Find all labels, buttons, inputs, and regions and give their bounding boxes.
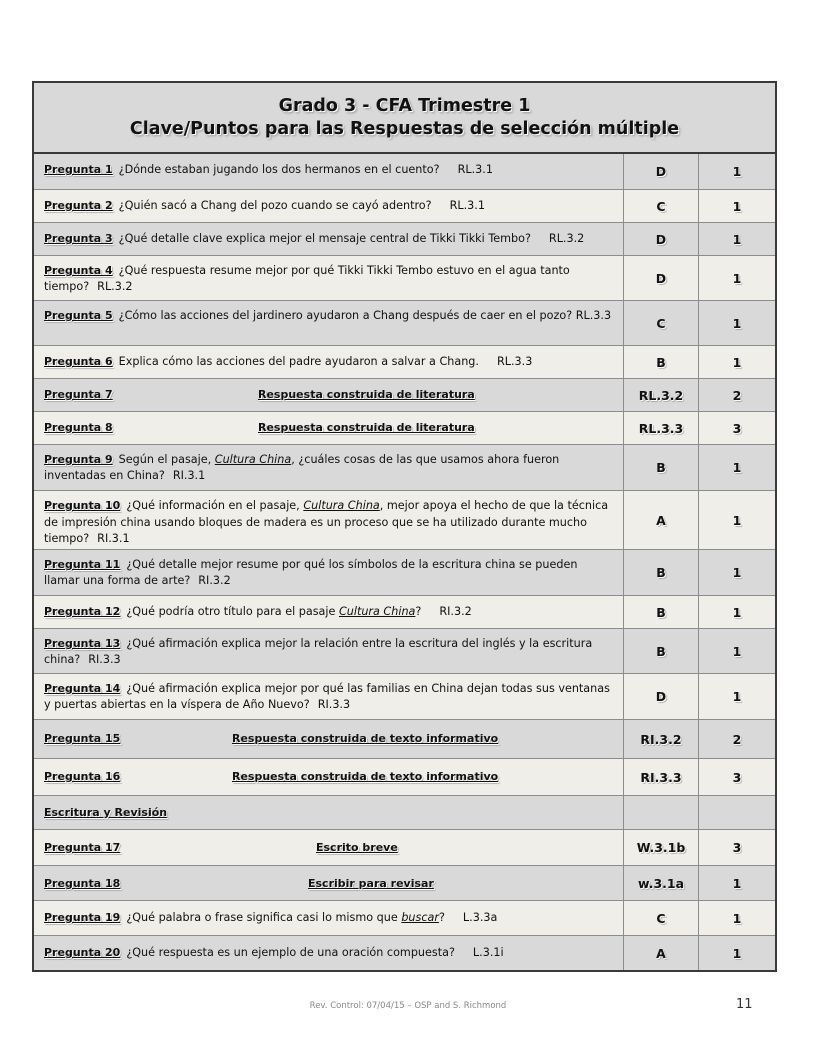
question-label: Pregunta 1 bbox=[44, 163, 113, 176]
question-text: ¿Qué respuesta es un ejemplo de una oración compuesta? bbox=[126, 946, 455, 959]
points: 1 bbox=[732, 604, 742, 620]
question-label: Pregunta 16 bbox=[44, 770, 121, 783]
question-cell bbox=[34, 936, 624, 970]
constructed-response-label: Respuesta construida de texto informativo bbox=[232, 732, 499, 745]
table-row bbox=[34, 901, 775, 936]
answer-key: B bbox=[624, 596, 699, 628]
question-label: Pregunta 17 bbox=[44, 841, 121, 854]
question-label: Pregunta 8 bbox=[44, 421, 113, 434]
question-text: ? bbox=[415, 605, 422, 618]
standard-code: RI.3.1 bbox=[172, 469, 206, 482]
question-text: , mejor apoya el hecho de que la técnica de impresión china usando bloques de madera es un proceso que se ha utilizado durante mucho tiempo? bbox=[44, 499, 609, 545]
question-text: ¿Dónde estaban jugando los dos hermanos en el cuento? bbox=[118, 163, 440, 176]
answer-key: RL.3.3 bbox=[624, 412, 699, 444]
question-text: ¿Qué afirmación explica mejor la relación entre la escritura del inglés y la escritura china? bbox=[44, 637, 593, 666]
answer-key: w.3.1a bbox=[624, 866, 699, 900]
answer-key: C bbox=[624, 901, 699, 935]
table-row bbox=[34, 412, 775, 445]
question-cell bbox=[34, 346, 624, 378]
table-row bbox=[34, 301, 775, 346]
question-cell bbox=[34, 759, 624, 795]
constructed-response-label: Respuesta construida de literatura bbox=[258, 421, 475, 434]
table-row bbox=[34, 866, 775, 901]
table-row bbox=[34, 720, 775, 759]
points: 1 bbox=[732, 354, 742, 370]
question-text: ¿Qué detalle clave explica mejor el mensaje central de Tikki Tikki Tembo? bbox=[118, 232, 531, 245]
question-label: Pregunta 4 bbox=[44, 264, 113, 277]
table-row bbox=[34, 830, 775, 866]
standard-code: RL.3.3 bbox=[575, 309, 612, 322]
points: 1 bbox=[732, 512, 742, 528]
question-cell bbox=[34, 190, 624, 222]
standard-code: RI.3.1 bbox=[97, 532, 130, 545]
points: 1 bbox=[732, 945, 742, 961]
question-label: Pregunta 2 bbox=[44, 199, 113, 212]
question-label: Pregunta 6 bbox=[44, 355, 113, 368]
question-cell bbox=[34, 154, 624, 189]
table-row bbox=[34, 674, 775, 720]
revision-footer: Rev. Control: 07/04/15 – OSP and S. Richmond bbox=[309, 1001, 507, 1011]
points: 1 bbox=[732, 643, 742, 659]
standard-code: RL.3.2 bbox=[548, 232, 585, 245]
answer-key: B bbox=[624, 629, 699, 673]
standard-code: RL.3.2 bbox=[97, 280, 133, 293]
question-cell bbox=[34, 445, 624, 490]
points: 3 bbox=[732, 840, 742, 855]
table-row bbox=[34, 629, 775, 674]
table-row bbox=[34, 190, 775, 223]
question-label: Pregunta 10 bbox=[44, 499, 121, 512]
question-text: ¿Qué palabra o frase significa casi lo mismo que bbox=[126, 911, 398, 924]
answer-key: A bbox=[624, 936, 699, 970]
points: 2 bbox=[732, 387, 742, 403]
question-cell bbox=[34, 720, 624, 758]
answer-key: B bbox=[624, 346, 699, 378]
constructed-response-label: Respuesta construida de texto informativo bbox=[232, 770, 499, 783]
table-row bbox=[34, 445, 775, 491]
points: 1 bbox=[732, 270, 742, 286]
table-row bbox=[34, 379, 775, 412]
points: 1 bbox=[732, 164, 742, 179]
points: 1 bbox=[732, 910, 742, 926]
question-cell bbox=[34, 491, 624, 549]
answer-key: C bbox=[624, 190, 699, 222]
question-text: ¿Qué detalle mejor resume por qué los símbolos de la escritura china se pueden llamar una forma de arte? bbox=[44, 558, 578, 587]
table-row bbox=[34, 491, 775, 550]
table-row bbox=[34, 759, 775, 796]
answer-key: RI.3.2 bbox=[624, 720, 699, 758]
question-text: ¿Quién sacó a Chang del pozo cuando se cayó adentro? bbox=[118, 199, 432, 212]
answer-key: D bbox=[624, 256, 699, 300]
answer-key bbox=[624, 796, 699, 829]
question-text: ¿Qué podría otro título para el pasaje bbox=[126, 605, 336, 618]
question-text: Explica cómo las acciones del padre ayudaron a salvar a Chang. bbox=[118, 355, 479, 368]
answer-key: A bbox=[624, 491, 699, 549]
table-row bbox=[34, 596, 775, 629]
section-heading: Escritura y Revisión bbox=[44, 806, 168, 819]
question-cell bbox=[34, 256, 624, 300]
page-number: 11 bbox=[736, 997, 753, 1012]
answer-key: D bbox=[624, 674, 699, 719]
question-cell bbox=[34, 301, 624, 345]
question-cell bbox=[34, 866, 624, 900]
standard-code: RL.3.1 bbox=[449, 199, 485, 212]
table-row bbox=[34, 346, 775, 379]
question-label: Pregunta 20 bbox=[44, 946, 121, 959]
question-cell bbox=[34, 379, 624, 411]
section-row bbox=[34, 796, 775, 830]
answer-key: C bbox=[624, 301, 699, 345]
question-text: ¿Qué afirmación explica mejor por qué las familias en China dejan todas sus ventanas y puertas abiertas en la víspera de Año Nuevo? bbox=[44, 682, 610, 711]
standard-code: RI.3.3 bbox=[317, 698, 351, 711]
answer-key: D bbox=[624, 223, 699, 255]
points: 1 bbox=[732, 315, 742, 331]
points: 3 bbox=[732, 769, 742, 785]
points: 1 bbox=[732, 231, 742, 247]
standard-code: L.3.3a bbox=[462, 911, 498, 924]
question-cell bbox=[34, 550, 624, 595]
question-label: Pregunta 18 bbox=[44, 877, 121, 890]
answer-key: RL.3.2 bbox=[624, 379, 699, 411]
question-text: Según el pasaje, bbox=[118, 453, 212, 466]
question-text: ¿Qué información en el pasaje, bbox=[126, 499, 300, 512]
question-label: Pregunta 13 bbox=[44, 637, 121, 650]
question-label: Pregunta 11 bbox=[44, 558, 121, 571]
table-subtitle: Clave/Puntos para las Respuestas de selección múltiple bbox=[129, 118, 680, 139]
question-label: Pregunta 5 bbox=[44, 309, 113, 322]
table-header bbox=[34, 83, 775, 154]
constructed-response-label: Escrito breve bbox=[316, 841, 398, 854]
table-row bbox=[34, 936, 775, 970]
answer-key: W.3.1b bbox=[624, 830, 699, 865]
question-cell bbox=[34, 629, 624, 673]
passage-title: Cultura China bbox=[303, 499, 380, 512]
standard-code: RI.3.3 bbox=[88, 653, 121, 666]
points: 1 bbox=[732, 875, 742, 891]
question-label: Pregunta 14 bbox=[44, 682, 121, 695]
question-cell bbox=[34, 901, 624, 935]
section-cell bbox=[34, 796, 624, 829]
question-label: Pregunta 19 bbox=[44, 911, 121, 924]
table-row bbox=[34, 154, 775, 190]
question-text: ¿Qué respuesta resume mejor por qué Tikki Tikki Tembo estuvo en el agua tanto tiempo? bbox=[44, 264, 570, 293]
question-label: Pregunta 12 bbox=[44, 605, 121, 618]
answer-key: D bbox=[624, 154, 699, 189]
question-text: , ¿cuáles cosas de las que usamos ahora fueron inventadas en China? bbox=[44, 453, 560, 482]
answer-key: B bbox=[624, 445, 699, 490]
points: 1 bbox=[732, 689, 742, 704]
table-row bbox=[34, 550, 775, 596]
passage-title: Cultura China bbox=[338, 605, 416, 618]
question-label: Pregunta 7 bbox=[44, 388, 113, 401]
points: 3 bbox=[732, 420, 742, 436]
points: 1 bbox=[732, 460, 742, 475]
standard-code: L.3.1i bbox=[472, 946, 504, 959]
points: 1 bbox=[732, 565, 742, 580]
standard-code: RI.3.2 bbox=[439, 605, 472, 618]
question-cell bbox=[34, 412, 624, 444]
points: 2 bbox=[732, 731, 742, 747]
standard-code: RL.3.3 bbox=[496, 355, 533, 368]
points bbox=[699, 796, 775, 829]
question-text: ¿Cómo las acciones del jardinero ayudaron a Chang después de caer en el pozo? bbox=[118, 309, 573, 322]
question-cell bbox=[34, 223, 624, 255]
constructed-response-label: Escribir para revisar bbox=[308, 877, 434, 890]
table-row bbox=[34, 223, 775, 256]
constructed-response-label: Respuesta construida de literatura bbox=[258, 388, 475, 401]
question-label: Pregunta 9 bbox=[44, 453, 113, 466]
question-text: ? bbox=[438, 911, 445, 924]
question-cell bbox=[34, 596, 624, 628]
passage-title: Cultura China bbox=[214, 453, 292, 466]
question-label: Pregunta 15 bbox=[44, 732, 121, 745]
vocabulary-word: buscar bbox=[401, 911, 439, 924]
question-label: Pregunta 3 bbox=[44, 232, 113, 245]
table-title: Grado 3 - CFA Trimestre 1 bbox=[278, 95, 531, 116]
question-cell bbox=[34, 830, 624, 865]
standard-code: RI.3.2 bbox=[198, 574, 231, 587]
answer-key: B bbox=[624, 550, 699, 595]
question-cell bbox=[34, 674, 624, 719]
answer-key: RI.3.3 bbox=[624, 759, 699, 795]
points: 1 bbox=[732, 198, 742, 214]
standard-code: RL.3.1 bbox=[457, 163, 493, 176]
answer-key-table bbox=[32, 81, 777, 972]
table-row bbox=[34, 256, 775, 301]
